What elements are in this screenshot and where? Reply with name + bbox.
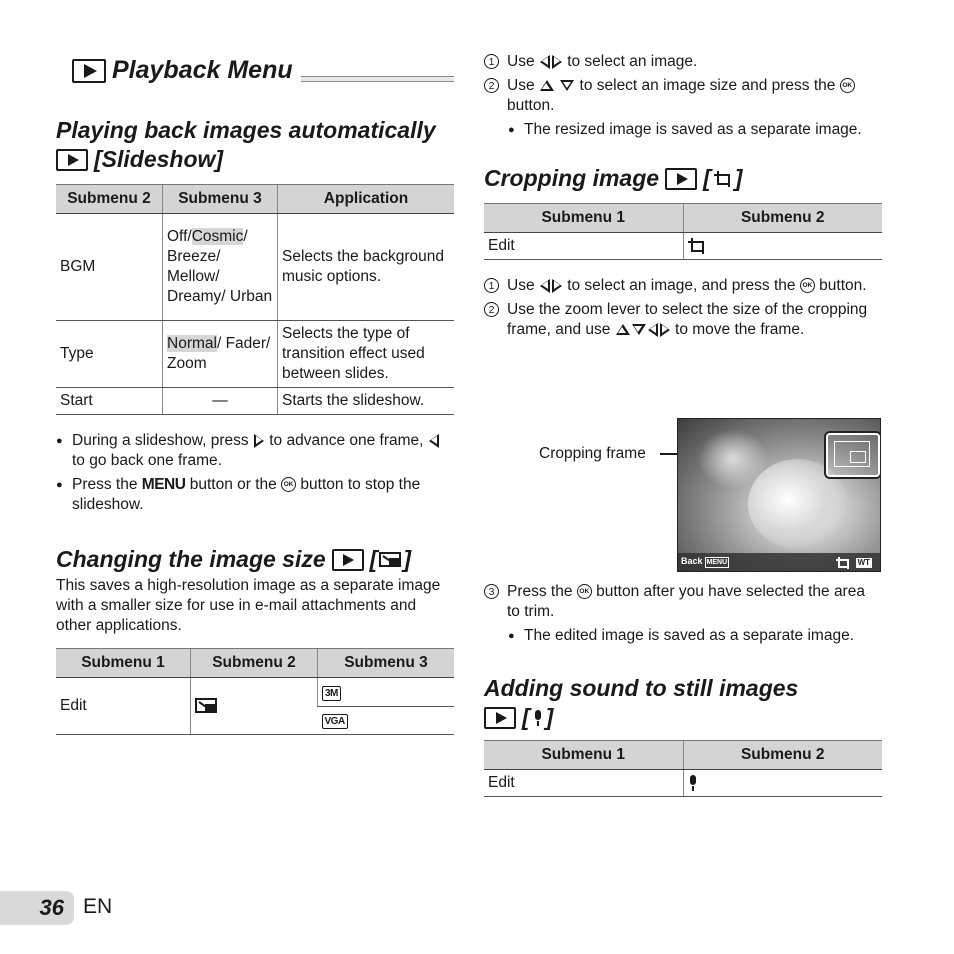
table-row [56,321,454,388]
crop-icon [836,557,850,569]
down-arrow-icon [560,80,574,91]
note-text: button or the [189,476,277,493]
ok-button-icon: OK [577,584,592,599]
table-header: Submenu 3 [163,185,278,214]
left-column [56,52,454,735]
table-cell: — [163,388,278,415]
right-arrow-icon [660,323,670,337]
table-header: Submenu 2 [683,741,882,770]
up-arrow-icon [540,80,554,91]
step-text: Use [507,53,535,70]
back-label [681,556,729,568]
step-text: Press the [507,583,573,600]
step-text: to select an image. [567,53,698,70]
sound-heading-line1: Adding sound to still images [484,675,799,701]
step-number: 2 [484,78,499,93]
menu-button-label: MENU [141,476,186,493]
back-text: Back [681,556,703,566]
right-arrow-icon [552,279,562,293]
crop-note: ● The edited image is saved as a separate image. [508,626,882,646]
cell-text: Off/ [167,228,192,245]
table-cell [191,678,318,735]
frame-preview [834,441,870,467]
slideshow-heading [56,116,454,174]
slideshow-notes [56,431,454,515]
table-header: Application [278,185,455,214]
table-cell [683,233,882,260]
sound-table [484,740,882,797]
sound-heading: Adding sound to still images [ ] [484,674,882,732]
table-header: Submenu 1 [56,649,191,678]
crop-step-3 [484,582,882,622]
table-cell [163,214,278,321]
step-number: 1 [484,54,499,69]
table-row [484,233,882,260]
step-text: button. [507,97,555,114]
playback-icon [56,149,88,171]
page-number-tab [0,891,74,925]
step-text: to move the frame. [675,321,805,338]
table-cell [318,678,455,707]
table-row [56,678,454,707]
step-text: Use [507,77,535,94]
left-arrow-icon [429,434,439,448]
right-column [484,52,882,340]
language-label: EN [83,895,113,918]
left-arrow-icon [648,323,658,337]
resize-icon [379,552,401,567]
slideshow-heading-line2: [Slideshow] [94,146,224,172]
resize-step-2 [484,76,882,116]
table-cell: Edit [484,770,683,797]
step-text: button after you have selected the area to trim. [507,583,865,620]
note-advance [56,431,454,471]
table-header: Submenu 2 [191,649,318,678]
table-header: Submenu 1 [484,204,683,233]
note-text: During a slideshow, press [72,432,249,449]
playback-icon [332,549,364,571]
table-cell: Selects the type of transition effect used between slides. [278,321,455,388]
step-text: Use [507,277,535,294]
note-stop [56,475,454,515]
table-cell: Starts the slideshow. [278,388,455,415]
crop-heading: Cropping image [ ] [484,165,743,191]
cropping-frame-label: Cropping frame [539,445,646,462]
table-row [56,388,454,415]
note-text: to go back one frame. [72,452,222,469]
table-cell: Edit [484,233,683,260]
left-arrow-icon [540,55,550,69]
crop-icon [714,171,732,187]
step-text: to select an image size and press the [579,77,836,94]
table-cell: Selects the background music options. [278,214,455,321]
up-arrow-icon [616,324,630,335]
note-text: to advance one frame, [269,432,424,449]
table-cell: Edit [56,678,191,735]
left-arrow-icon [540,279,550,293]
microphone-icon [533,710,543,726]
page-number: 36 [39,895,64,920]
step-text: button. [819,277,867,294]
default-option: Normal [167,335,217,352]
resize-icon [195,698,217,713]
slideshow-table [56,184,454,415]
ok-button-icon: OK [281,477,296,492]
note-text: Press the [72,476,138,493]
table-cell [318,706,455,735]
table-cell [683,770,882,797]
step-number: 3 [484,584,499,599]
table-cell: BGM [56,214,163,321]
step-text: to select an image, and press the [567,277,796,294]
step-text: Use the zoom lever to select the size of the cropping frame, and use [507,301,868,338]
note-text: button to stop the slideshow. [72,476,421,513]
table-header: Submenu 2 [683,204,882,233]
resize-note: ● The resized image is saved as a separate image. [508,120,882,140]
right-arrow-icon [254,434,264,448]
crop-table [484,203,882,260]
slideshow-heading-line1: Playing back images automatically [56,117,436,143]
microphone-icon [688,775,698,791]
table-header: Submenu 1 [484,741,683,770]
crop-step-1 [484,276,882,296]
camera-screen-illustration [677,418,881,572]
resize-heading: Changing the image size [ ] [56,546,411,572]
cropping-frame [826,433,880,477]
resize-heading-text: Changing the image size [56,546,326,572]
crop-step-2 [484,300,882,340]
ok-button-icon: OK [840,78,855,93]
size-3m-icon: 3M [322,686,341,701]
menu-badge: MENU [706,559,728,566]
crop-heading-text: Cropping image [484,165,660,191]
right-arrow-icon [552,55,562,69]
step-number: 1 [484,278,499,293]
table-header: Submenu 3 [318,649,455,678]
ok-button-icon: OK [800,278,815,293]
default-option: Cosmic [191,228,244,245]
table-row [56,214,454,321]
right-column-lower [484,582,882,797]
resize-step-1 [484,52,882,72]
table-header: Submenu 2 [56,185,163,214]
resize-table [56,648,454,735]
size-vga-icon: VGA [322,714,348,729]
playback-icon [484,707,516,729]
table-cell: Start [56,388,163,415]
page-title-text: Playback Menu [112,56,293,84]
table-row [484,770,882,797]
crop-icon [688,238,706,254]
step-number: 2 [484,302,499,317]
playback-icon [665,168,697,190]
table-cell [163,321,278,388]
wt-badge: WT [857,558,870,567]
cell-text: / Breeze/ Mellow/ Dreamy/ Urban [167,228,273,305]
resize-intro: This saves a high-resolution image as a separate image with a smaller size for use in e-mail attachments and other applications. [56,577,441,634]
down-arrow-icon [632,324,646,335]
table-cell: Type [56,321,163,388]
cell-text: / Fader/ Zoom [167,335,271,372]
